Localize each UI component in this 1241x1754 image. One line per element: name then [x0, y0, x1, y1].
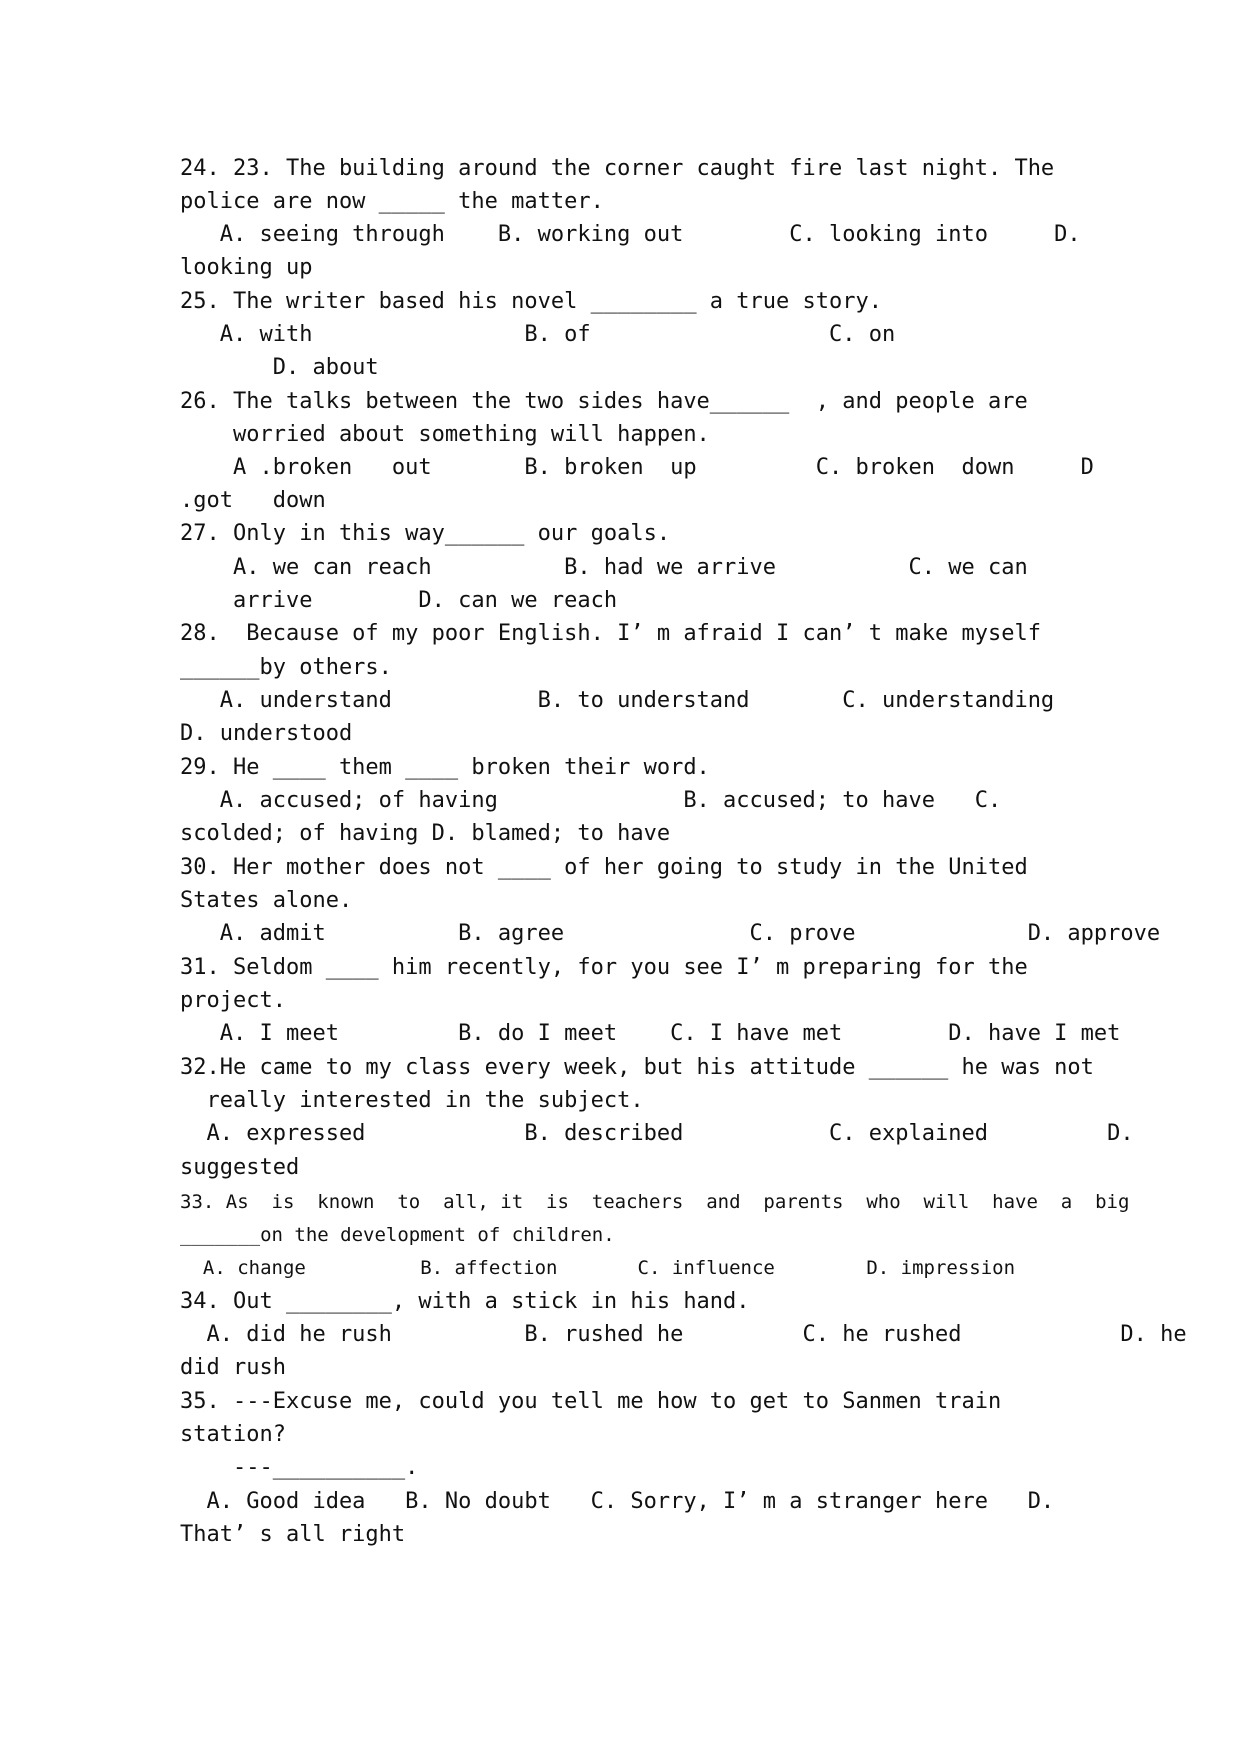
q24-options-cont: looking up: [180, 255, 313, 280]
q28-stem-cont: ______by others.: [180, 655, 392, 680]
q24-stem-cont: police are now _____ the matter.: [180, 189, 604, 214]
q31-stem: 31. Seldom ____ him recently, for you see I’ m preparing for the: [180, 955, 1028, 980]
q27-stem: 27. Only in this way______ our goals.: [180, 521, 671, 546]
q34-options: A. did he rush B. rushed he C. he rushed D. he: [180, 1322, 1187, 1347]
q28-stem: 28. Because of my poor English. I’ m afraid I can’ t make myself: [180, 621, 1041, 646]
q30-stem: 30. Her mother does not ____ of her going to study in the United: [180, 855, 1028, 880]
q30-options: A. admit B. agree C. prove D. approve: [180, 921, 1161, 946]
q35-stem: 35. ---Excuse me, could you tell me how to get to Sanmen train: [180, 1389, 1002, 1414]
q29-stem: 29. He ____ them ____ broken their word.: [180, 755, 710, 780]
q32-options: A. expressed B. described C. explained D.: [180, 1121, 1134, 1146]
q26-stem: 26. The talks between the two sides have______ , and people are: [180, 389, 1028, 414]
q32-options-cont: suggested: [180, 1155, 300, 1180]
q28-options: A. understand B. to understand C. understanding: [180, 688, 1055, 713]
q25-options-cont: D. about: [180, 355, 379, 380]
q33-stem-cont: _______on the development of children.: [180, 1224, 615, 1246]
q26-options-cont: .got down: [180, 488, 326, 513]
q31-options: A. I meet B. do I meet C. I have met D. have I met: [180, 1021, 1121, 1046]
q27-options: A. we can reach B. had we arrive C. we can: [180, 555, 1028, 580]
q24-options: A. seeing through B. working out C. looking into D.: [180, 222, 1081, 247]
q32-stem-cont: really interested in the subject.: [180, 1088, 644, 1113]
q29-options: A. accused; of having B. accused; to have C.: [180, 788, 1002, 813]
q25-stem: 25. The writer based his novel ________ a true story.: [180, 289, 882, 314]
q34-stem: 34. Out ________, with a stick in his hand.: [180, 1289, 750, 1314]
q26-stem-cont: worried about something will happen.: [180, 422, 710, 447]
q31-stem-cont: project.: [180, 988, 286, 1013]
q28-options-cont: D. understood: [180, 721, 353, 746]
q33-stem: 33. As is known to all, it is teachers and parents who will have a big: [180, 1191, 1130, 1213]
q32-stem: 32.He came to my class every week, but his attitude ______ he was not: [180, 1055, 1094, 1080]
q35-options: A. Good idea B. No doubt C. Sorry, I’ m a stranger here D.: [180, 1489, 1055, 1514]
q29-options-cont: scolded; of having D. blamed; to have: [180, 821, 671, 846]
q35-stem-cont: station?: [180, 1422, 286, 1447]
q25-options: A. with B. of C. on: [180, 322, 896, 347]
q33-options: A. change B. affection C. influence D. impression: [180, 1257, 1016, 1279]
q24-stem: 24. 23. The building around the corner caught fire last night. The: [180, 156, 1055, 181]
q26-options: A .broken out B. broken up C. broken down D: [180, 455, 1094, 480]
q35-options-cont: That’ s all right: [180, 1522, 406, 1547]
q35-answer-blank: ---__________.: [180, 1455, 419, 1480]
q34-options-cont: did rush: [180, 1355, 286, 1380]
q27-options-cont: arrive D. can we reach: [180, 588, 618, 613]
q30-stem-cont: States alone.: [180, 888, 353, 913]
